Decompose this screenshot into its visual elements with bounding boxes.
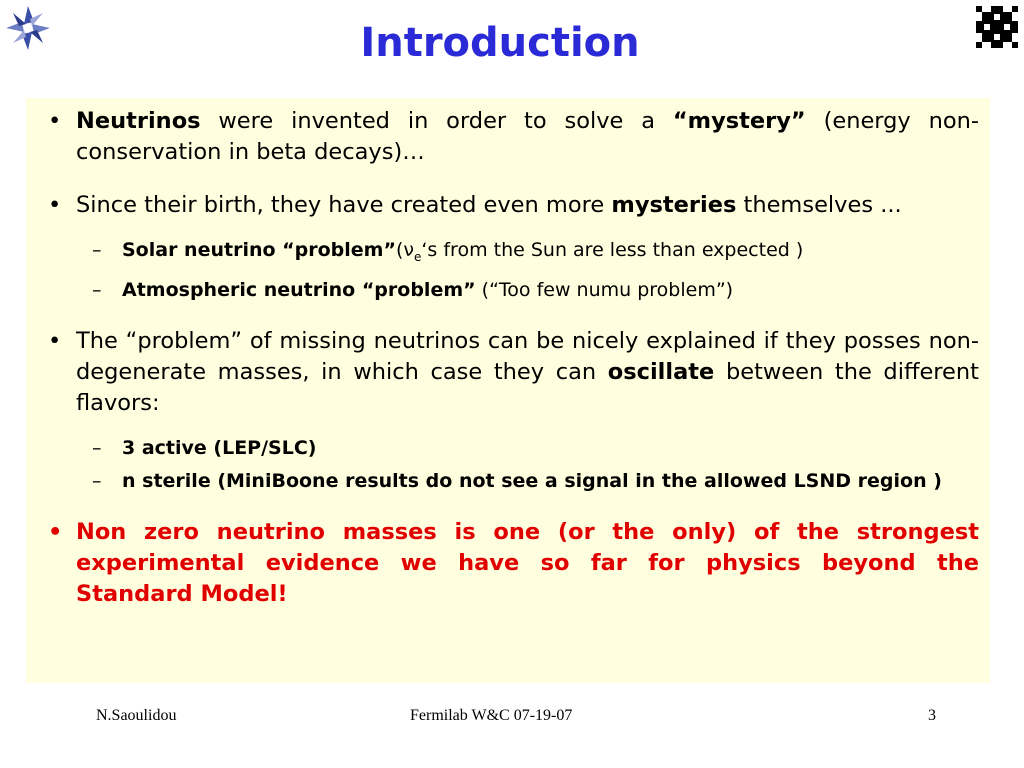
text: themselves ... xyxy=(736,192,902,218)
bold-text: oscillate xyxy=(607,358,715,385)
nu-subscript: e xyxy=(414,249,422,264)
bullet-mark: • xyxy=(48,327,62,354)
nu-symbol: ν xyxy=(403,239,414,261)
bullet-problem-explained xyxy=(48,326,979,419)
text: Since their birth, they have created even more xyxy=(76,192,612,218)
bullet-non-zero-masses xyxy=(48,517,979,610)
slide-title: Introduction xyxy=(360,20,640,66)
dash-mark: – xyxy=(92,469,102,492)
text: ( xyxy=(395,239,404,261)
bold-text: Atmospheric neutrino “problem” xyxy=(122,278,476,301)
text: Non zero neutrino masses is one (or the only) of the strongest experimental evidence we have so far for physics beyond the Standard Model! xyxy=(76,518,979,607)
bold-text: Solar neutrino “problem” xyxy=(122,239,396,261)
footer-page-number: 3 xyxy=(928,707,936,724)
bullet-neutrinos-invented xyxy=(48,106,979,168)
footer-author: N.Saoulidou xyxy=(96,707,177,724)
bold-text: Neutrinos xyxy=(76,108,201,134)
text: (“Too few numu problem”) xyxy=(475,278,734,301)
bullet-mark: • xyxy=(48,192,62,218)
sub-bullet-atmospheric xyxy=(48,277,979,304)
bold-text: “mystery” xyxy=(672,108,806,134)
text: (energy non-conservation in beta decays)… xyxy=(76,108,980,165)
text: The “problem” of missing neutrinos can be nicely explained if they posses non-degenerate masses, in which case they can xyxy=(76,327,979,385)
dash-mark: – xyxy=(92,278,102,301)
bullet-since-birth xyxy=(48,190,979,221)
bullet-mark: • xyxy=(48,108,62,134)
bold-text: 3 active (LEP/SLC) xyxy=(122,436,317,459)
text: were invented in order to solve a xyxy=(200,108,673,134)
text: ‘s from the Sun are less than expected ) xyxy=(421,239,804,261)
bold-text: n sterile (MiniBoone results do not see a signal in the allowed LSND region ) xyxy=(122,469,942,492)
content-box xyxy=(26,98,990,683)
bullet-mark: • xyxy=(48,518,63,545)
footer-event: Fermilab W&C 07-19-07 xyxy=(410,707,573,724)
bold-text: mysteries xyxy=(611,192,737,218)
text: between the different flavors: xyxy=(76,358,979,416)
sub-bullet-n-sterile xyxy=(48,468,979,495)
sub-bullet-solar xyxy=(48,237,979,271)
sub-bullet-3-active xyxy=(48,435,979,462)
dash-mark: – xyxy=(92,239,102,261)
dash-mark: – xyxy=(92,436,102,459)
